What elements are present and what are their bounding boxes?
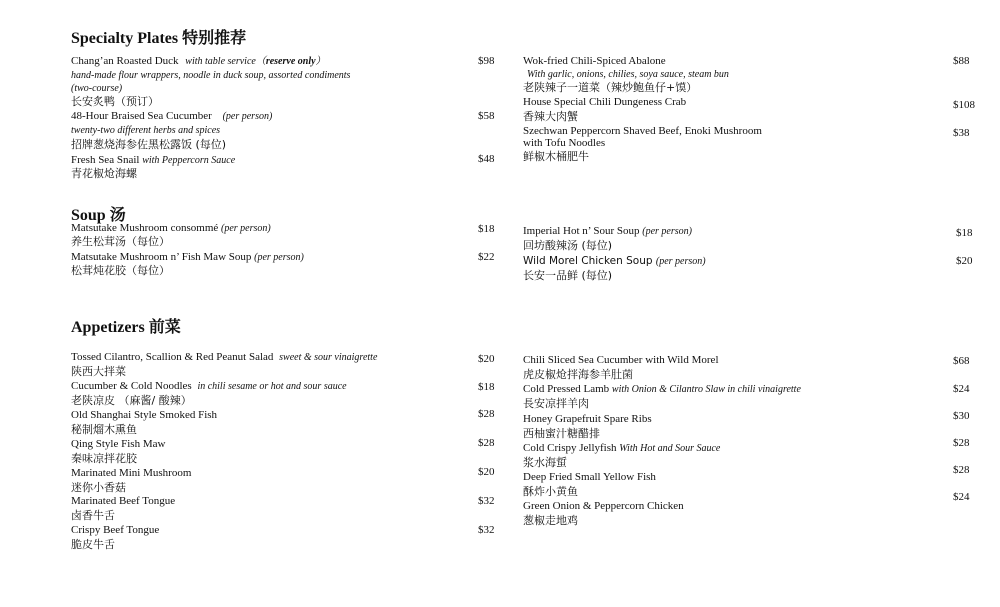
dish-name-zh: 招牌葱烧海参佐黑松露饭 (每位) <box>71 138 227 151</box>
dish-note: (per person) <box>655 256 706 267</box>
dish-name-zh: 长安炙鸭（预订） <box>71 95 159 108</box>
dish-name-zh: 酥炸小黄鱼 <box>523 485 578 498</box>
dish-name-zh: 老陕凉皮 （麻酱/ 酸辣） <box>71 394 192 407</box>
dish-name: Chili Sliced Sea Cucumber with Wild Morel <box>523 354 719 366</box>
dish-name-zh: 老陕辣子一道菜（辣炒鲍鱼仔+馍） <box>523 81 698 94</box>
dish-name-zh: 長安凉拌羊肉 <box>523 397 589 410</box>
dish-name-zh: 陕西大拌菜 <box>71 365 126 378</box>
dish-name: Matsutake Mushroom consommé <box>71 222 219 234</box>
dish-name-zh: 迷你小香菇 <box>71 481 126 494</box>
dish-name: Deep Fried Small Yellow Fish <box>523 471 656 483</box>
dish-price: $28 <box>953 437 970 449</box>
dish-price: $20 <box>478 353 495 365</box>
menu-item-name <box>523 225 692 238</box>
dish-price: $28 <box>478 437 495 449</box>
soup-heading: Soup 汤 <box>71 207 126 224</box>
dish-name: Imperial Hot n’ Sour Soup <box>523 225 640 237</box>
menu-item-name <box>71 351 377 364</box>
dish-name-zh: 虎皮椒炝拌海参羊肚菌 <box>523 368 633 381</box>
dish-name-zh: 松茸炖花胶（每位） <box>71 264 170 277</box>
dish-note: with Peppercorn Sauce <box>142 155 236 166</box>
dish-name: Chang’an Roasted Duck <box>71 55 179 67</box>
dish-note: (per person) <box>222 111 273 122</box>
menu-item-name <box>71 251 304 264</box>
dish-price: $28 <box>478 408 495 420</box>
dish-name: Cold Crispy Jellyfish <box>523 442 617 454</box>
dish-note: (per person) <box>642 226 692 237</box>
menu-item-name <box>523 383 801 396</box>
dish-price: $22 <box>478 251 495 263</box>
dish-price: $18 <box>956 227 973 239</box>
dish-note-bold: reserve only <box>265 56 316 67</box>
dish-price: $32 <box>478 524 495 536</box>
dish-name-zh: 秘制熘木熏鱼 <box>71 423 137 436</box>
dish-name: Wild Morel Chicken Soup <box>523 255 653 267</box>
dish-price: $20 <box>956 255 973 267</box>
dish-note: With Hot and Sour Sauce <box>619 443 721 454</box>
dish-name: Green Onion & Peppercorn Chicken <box>523 500 684 512</box>
dish-description: hand-made flour wrappers, noodle in duck soup, assorted condiments <box>71 70 351 81</box>
dish-name: Qing Style Fish Maw <box>71 438 166 450</box>
dish-price: $32 <box>478 495 495 507</box>
dish-name: Cucumber & Cold Noodles <box>71 380 192 392</box>
dish-name: Marinated Mini Mushroom <box>71 467 192 479</box>
dish-price: $98 <box>478 55 495 67</box>
dish-note-pre: with table service（ <box>185 56 266 67</box>
dish-name: Honey Grapefruit Spare Ribs <box>523 413 652 425</box>
menu-item-name <box>523 255 706 268</box>
dish-name-zh: 养生松茸汤（每位） <box>71 235 170 248</box>
dish-name-zh: 葱椒走地鸡 <box>523 514 578 527</box>
specialty-heading: Specialty Plates 特别推荐 <box>71 30 247 47</box>
dish-name: Wok-fried Chili-Spiced Abalone <box>523 55 666 67</box>
menu-item-name <box>523 442 720 455</box>
dish-name-zh: 西柚蜜汁糖醋排 <box>523 427 600 440</box>
appetizers-heading: Appetizers 前菜 <box>71 319 181 336</box>
dish-name-zh: 香辣大肉蟹 <box>523 110 578 123</box>
dish-price: $18 <box>478 381 495 393</box>
dish-name-zh: 卤香牛舌 <box>71 509 115 522</box>
dish-note: (per person) <box>221 223 271 234</box>
dish-description: With garlic, onions, chilies, soya sauce, steam bun <box>527 69 729 80</box>
dish-note <box>185 56 325 67</box>
dish-note: with Onion & Cilantro Slaw in chili vinaigrette <box>611 384 801 395</box>
dish-name-zh: 青花椒炝海螺 <box>71 167 137 180</box>
dish-price: $48 <box>478 153 495 165</box>
dish-name-zh: 脆皮牛舌 <box>71 538 115 551</box>
dish-note: sweet & sour vinaigrette <box>279 352 378 363</box>
dish-description: twenty-two different herbs and spices <box>71 125 221 136</box>
dish-price: $24 <box>953 491 970 503</box>
menu-item-name <box>71 380 347 393</box>
dish-name: Old Shanghai Style Smoked Fish <box>71 409 218 421</box>
dish-name: 48-Hour Braised Sea Cucumber <box>71 110 212 122</box>
dish-name: Matsutake Mushroom n’ Fish Maw Soup <box>71 251 252 263</box>
dish-name: Marinated Beef Tongue <box>71 495 176 507</box>
dish-price: $58 <box>478 110 495 122</box>
menu-item-name <box>71 55 326 68</box>
dish-price: $24 <box>953 383 970 395</box>
dish-description: (two-course) <box>71 83 123 94</box>
dish-name-zh: 秦味凉拌花胶 <box>71 452 137 465</box>
dish-price: $68 <box>953 355 970 367</box>
menu-item-name <box>71 154 235 167</box>
dish-name: House Special Chili Dungeness Crab <box>523 96 687 108</box>
dish-name: Fresh Sea Snail <box>71 154 140 166</box>
menu-item-name <box>71 222 271 235</box>
menu-item-name <box>71 110 272 123</box>
dish-name: Crispy Beef Tongue <box>71 524 160 536</box>
dish-name: Szechwan Peppercorn Shaved Beef, Enoki Mushroom <box>523 125 762 137</box>
dish-price: $28 <box>953 464 970 476</box>
dish-name: Tossed Cilantro, Scallion & Red Peanut Salad <box>71 351 274 363</box>
dish-note: in chili sesame or hot and sour sauce <box>197 381 347 392</box>
dish-price: $30 <box>953 410 970 422</box>
dish-name: with Tofu Noodles <box>523 137 606 149</box>
dish-name: Cold Pressed Lamb <box>523 383 610 395</box>
dish-price: $108 <box>953 99 975 111</box>
dish-price: $38 <box>953 127 970 139</box>
dish-name-zh: 浆水海蜇 <box>523 456 567 469</box>
dish-note: (per person) <box>254 252 304 263</box>
dish-price: $20 <box>478 466 495 478</box>
dish-price: $88 <box>953 55 970 67</box>
dish-price: $18 <box>478 223 495 235</box>
dish-name-zh: 长安一品鲜 (每位) <box>523 269 613 282</box>
dish-note-post: ） <box>315 56 326 67</box>
dish-name-zh: 鲜椒木桶肥牛 <box>523 150 589 163</box>
dish-name-zh: 回坊酸辣汤 (每位) <box>523 239 613 252</box>
